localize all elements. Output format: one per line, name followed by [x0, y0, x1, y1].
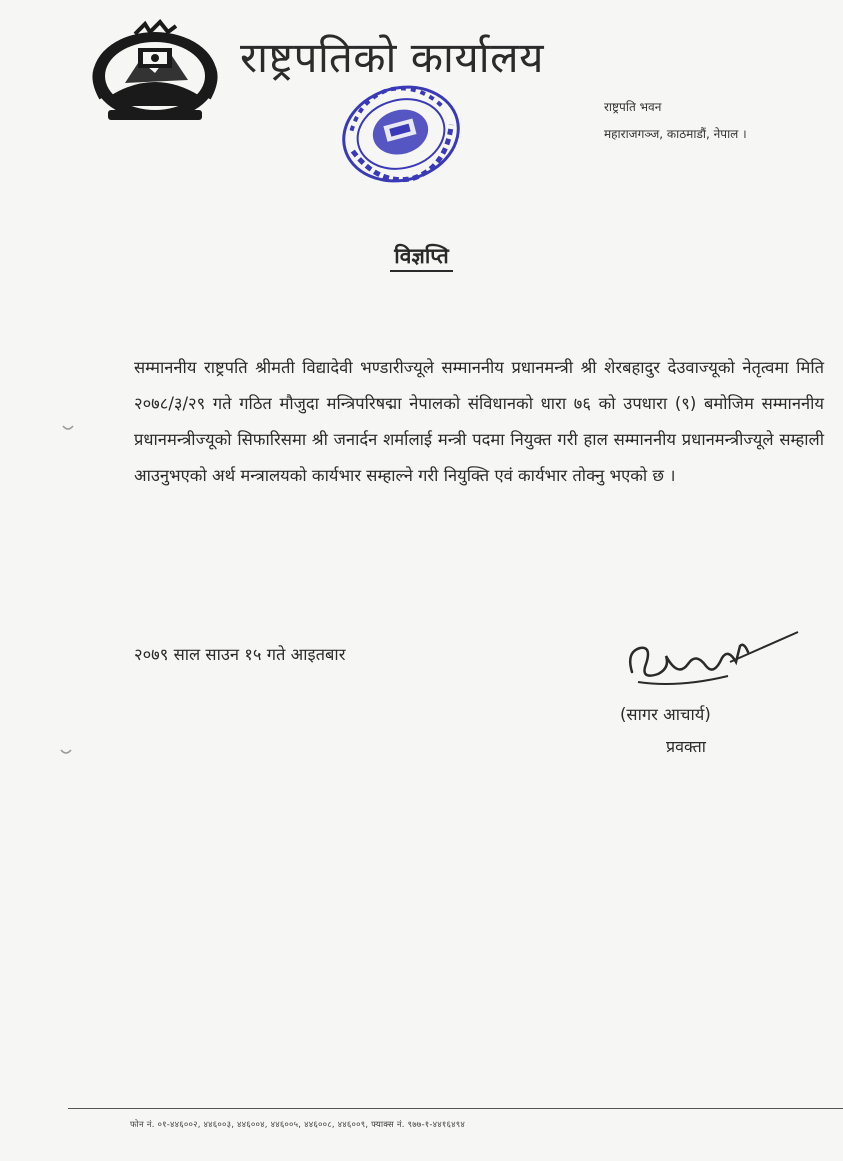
- address-line-1: राष्ट्रपति भवन: [604, 100, 662, 114]
- notice-title-text: विज्ञप्ति: [390, 244, 452, 272]
- office-stamp-icon: [336, 78, 466, 190]
- signer-name: (सागर आचार्य): [620, 705, 711, 724]
- notice-body: सम्माननीय राष्ट्रपति श्रीमती विद्यादेवी भण्डारीज्यूले सम्माननीय प्रधानमन्त्री श्री शेरबहादुर देउवाज्यूको नेतृत्वमा मिति २०७८/३/२९ गते गठित मौजुदा मन्त्रिपरिषद्मा नेपालको संविधानको धारा ७६ को उपधारा (९) बमोजिम सम्माननीय प्रधानमन्त्रीज्यूको सिफारिसमा श्री जनार्दन शर्मालाई मन्त्री पदमा नियुक्त गरी हाल सम्माननीय प्रधानमन्त्रीज्यूले सम्हाली आउनुभएको अर्थ मन्त्रालयको कार्यभार सम्हाल्ने गरी नियुक्ति एवं कार्यभार तोक्नु भएको छ ।: [134, 358, 824, 485]
- government-emblem-icon: [80, 18, 230, 128]
- office-title: राष्ट्रपतिको कार्यालय: [240, 33, 544, 82]
- address-line-2: महाराजगञ्ज, काठमाडौं, नेपाल ।: [604, 127, 747, 141]
- office-address: [604, 94, 747, 148]
- notice-title: [0, 242, 843, 270]
- footer-contact: फोन नं. ०१-४४६००२, ४४६००३, ४४६००४, ४४६००५, ४४६००८, ४४६००९, फ्याक्स नं. ९७७-१-४४१६४९४: [130, 1120, 465, 1130]
- footer-divider: [68, 1108, 843, 1109]
- scan-mark-icon: [62, 424, 74, 432]
- scan-mark-icon: [60, 748, 72, 756]
- signer-role: प्रवक्ता: [666, 737, 706, 756]
- signature-icon: [618, 622, 808, 702]
- notice-date: २०७९ साल साउन १५ गते आइतबार: [134, 645, 346, 664]
